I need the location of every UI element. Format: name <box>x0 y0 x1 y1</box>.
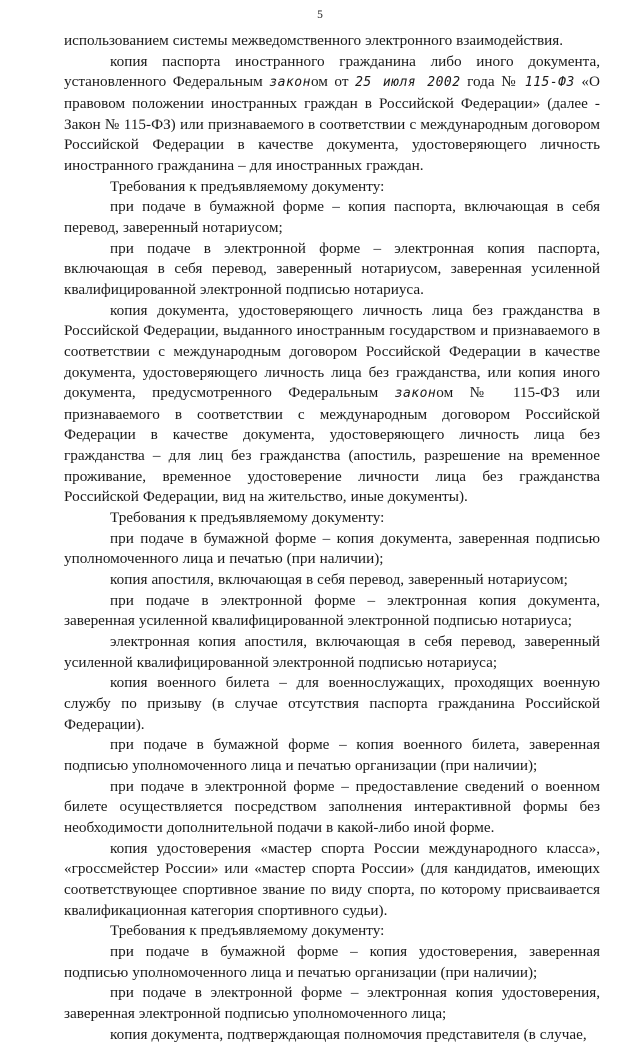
document-body <box>64 31 600 1045</box>
paragraph: Требования к предъявляемому документу: <box>64 921 600 942</box>
paragraph: Требования к предъявляемому документу: <box>64 177 600 198</box>
paragraph: при подаче в бумажной форме – копия удостоверения, заверенная подписью уполномоченного лица и печатью организации (при наличии); <box>64 942 600 983</box>
paragraph: копия удостоверения «мастер спорта России международного класса», «гроссмейстер России» или «мастер спорта России» (для кандидатов, имеющих соответствующее спортивное звание по виду спорта, по которому присваивается квалификационная категория спортивного судьи). <box>64 839 600 922</box>
paragraph: копия военного билета – для военнослужащих, проходящих военную службу по призыву (в случае отсутствия паспорта гражданина Российской Федерации). <box>64 673 600 735</box>
paragraph: Требования к предъявляемому документу: <box>64 508 600 529</box>
paragraph-text: года № <box>461 73 525 90</box>
paragraph: при подаче в бумажной форме – копия паспорта, включающая в себя перевод, заверенный нотариусом; <box>64 197 600 238</box>
paragraph: копия документа, подтверждающая полномочия представителя (в случае, <box>64 1025 600 1045</box>
paragraph: при подаче в электронной форме – электронная копия удостоверения, заверенная электронной подписью уполномоченного лица; <box>64 983 600 1024</box>
paragraph: использованием системы межведомственного электронного взаимодействия. <box>64 31 600 52</box>
paragraph: при подаче в электронной форме – электронная копия документа, заверенная усиленной квалифицированной электронной подписью нотариуса; <box>64 591 600 632</box>
paragraph-text: копия документа, удостоверяющего личность лица без гражданства в Российской Федерации, выданного иностранным государством и признаваемого в соответствии с международным договором Российской Федерации в качестве документа, удостоверяющего личность лица без гражданства, или копия иного документа, предусмотренного Федеральным <box>64 302 600 402</box>
paragraph: при подаче в электронной форме – предоставление сведений о военном билете осуществляется посредством заполнения интерактивной формы без необходимости дополнительной подачи в какой-либо иной форме. <box>64 777 600 839</box>
hyperlink-text: 25 июля 2002 <box>355 75 461 90</box>
paragraph: при подаче в бумажной форме – копия документа, заверенная подписью уполномоченного лица и печатью (при наличии); <box>64 529 600 570</box>
paragraph: при подаче в бумажной форме – копия военного билета, заверенная подписью уполномоченного лица и печатью организации (при наличии); <box>64 735 600 776</box>
paragraph-text: копия паспорта иностранного гражданина либо иного документа, установленного Федеральным <box>64 53 600 91</box>
paragraph <box>64 52 600 177</box>
page-number: 5 <box>0 8 640 22</box>
paragraph <box>64 301 600 509</box>
hyperlink-text: закон <box>269 75 311 90</box>
paragraph-text: ом от <box>311 73 355 90</box>
paragraph: копия апостиля, включающая в себя перевод, заверенный нотариусом; <box>64 570 600 591</box>
hyperlink-text: 115-ФЗ <box>525 75 575 90</box>
paragraph: электронная копия апостиля, включающая в себя перевод, заверенный усиленной квалифицированной электронной подписью нотариуса; <box>64 632 600 673</box>
paragraph-text: ом № 115-ФЗ или признаваемого в соответствии с международным договором Российской Федерации в качестве документа, удостоверяющего личность лица без гражданства – для лиц без гражданства (апостиль, разрешение на временное проживание, временное удостоверение личности лица без гражданства Российской Федерации, вид на жительство, иные документы). <box>64 384 600 505</box>
hyperlink-text: закон <box>395 386 437 401</box>
paragraph: при подаче в электронной форме – электронная копия паспорта, включающая в себя перевод, заверенный нотариусом, заверенная усиленной квалифицированной электронной подписью нотариуса. <box>64 239 600 301</box>
paragraph-text: «О правовом положении иностранных граждан в Российской Федерации» (далее - Закон № 115-ФЗ) или признаваемого в соответствии с международным договором Российской Федерации в качестве документа, удостоверяющего личность иностранного гражданина – для иностранных граждан. <box>64 73 600 174</box>
